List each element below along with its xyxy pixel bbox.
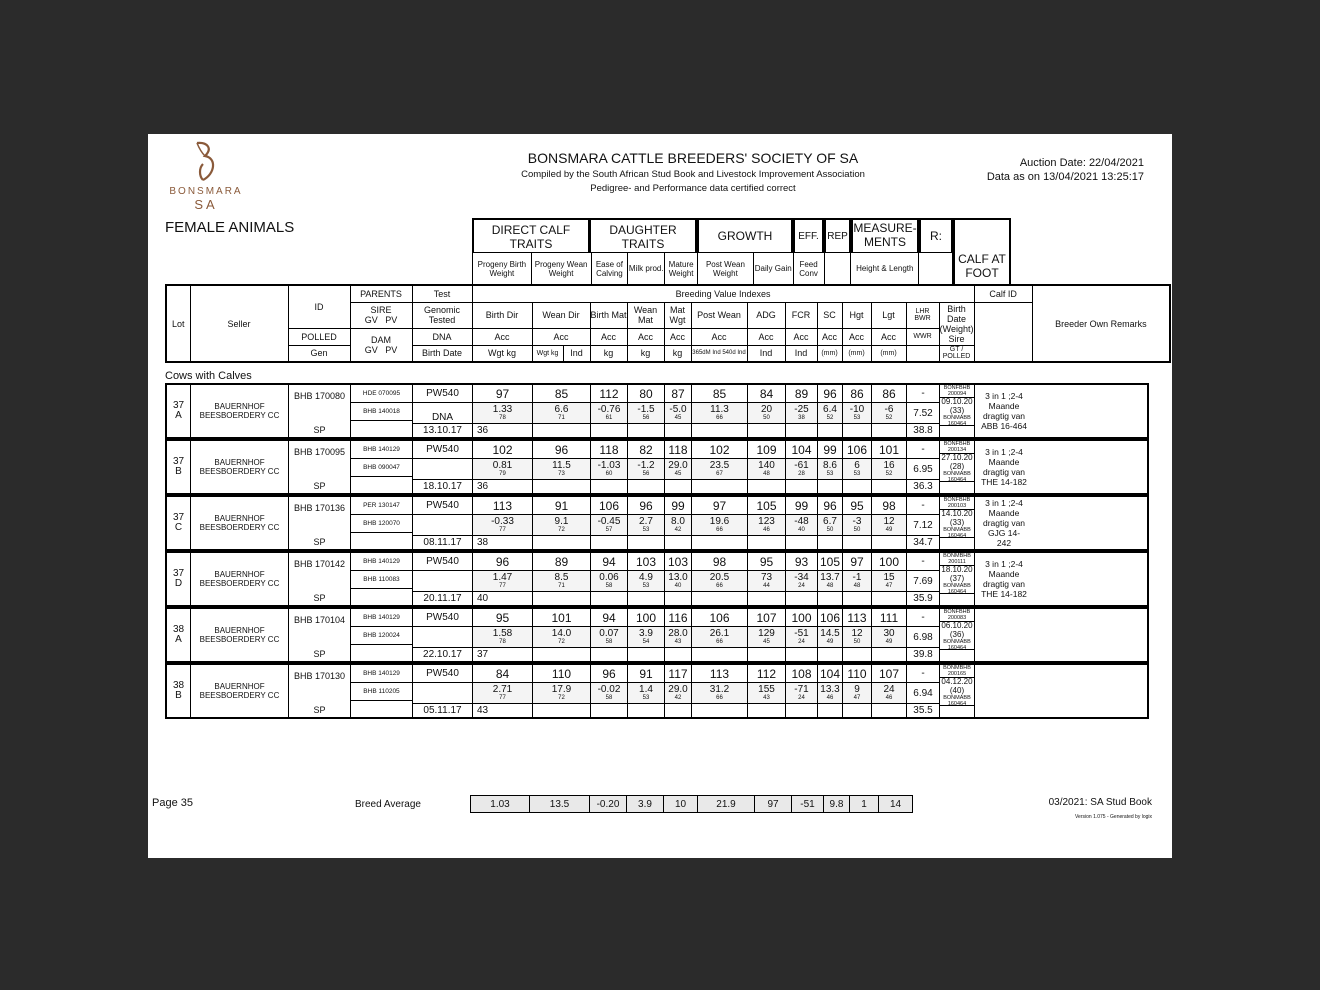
remarks-cell [975,665,1033,717]
trait-birth-mat: 106 -0.45 57 [591,497,628,549]
table-row [165,663,1149,719]
trait-birth-mat: 94 0.06 58 [591,553,628,605]
society-title: BONSMARA CATTLE BREEDERS' SOCIETY OF SA [527,150,859,166]
trait-post-wean: 97 19.6 66 [692,497,748,549]
col-wwr: WWR [906,328,939,345]
col-sc: SC [817,302,842,328]
trait-fcr: 99 -48 40 [786,497,818,549]
version-note: Version 1.075 - Generated by logix [1075,814,1152,820]
group-daughter-traits: DAUGHTER TRAITS [590,218,697,252]
r-cell: - 6.94 35.5 [907,665,940,717]
trait-wean-dir: 101 14.0 72 [533,609,591,661]
col-lgt: Lgt [871,302,906,328]
trait-lgt: 100 15 47 [872,553,907,605]
logo-text-sa: SA [194,197,218,212]
parents-cell: BHB 140129 BHB 090047 [351,441,413,493]
lot-cell: 37 A [167,385,191,437]
trait-hgt: 110 9 47 [843,665,872,717]
bonsmara-logo [166,140,246,212]
remarks-cell: 3 in 1 ;2-4 Maande dragtig van GJG 14-242 [982,498,1026,548]
trait-lgt: 107 24 46 [872,665,907,717]
table-row [165,495,1149,551]
trait-adg: 109 140 48 [748,441,786,493]
group-rep: REP [824,218,851,252]
trait-mat-wgt: 116 28.0 43 [665,609,692,661]
calf-cell: BONFBHB 200083 06.10.20 (36) BONMABB 160464 [940,609,975,661]
breed-average-value: 3.9 [627,796,664,812]
bull-head-icon [189,140,223,184]
sublabel-eoc: Ease of Calving [591,253,628,284]
trait-wean-dir: 85 6.6 71 [533,385,591,437]
trait-birth-dir: 84 2.71 77 43 [473,665,533,717]
col-seller: Seller [190,285,288,362]
lot-cell: 38 A [167,609,191,661]
trait-wean-dir: 96 11.5 73 [533,441,591,493]
col-gen: Gen [288,345,350,362]
trait-birth-dir: 97 1.33 78 36 [473,385,533,437]
parents-cell: BHB 140129 BHB 110205 [351,665,413,717]
breed-average-value: 1 [850,796,879,812]
trait-post-wean: 113 31.2 66 [692,665,748,717]
col-wean-dir: Wean Dir [532,302,590,328]
col-birth-date: Birth Date [412,345,472,362]
table-row [165,551,1149,607]
trait-wean-mat: 80 -1.5 56 [628,385,665,437]
trait-sc: 99 8.6 53 [818,441,843,493]
col-mat-wgt: Mat Wgt [664,302,691,328]
breed-average-value: 1.03 [471,796,530,812]
lot-cell: 37 D [167,553,191,605]
trait-sc: 96 6.4 52 [818,385,843,437]
breed-average-row [470,795,913,813]
test-cell: PW540 08.11.17 [413,497,473,549]
r-cell: - 7.52 38.8 [907,385,940,437]
seller-cell: BAUERNHOF BEESBOERDERY CC [191,385,289,437]
id-cell: BHB 170104 SP [289,609,351,661]
trait-lgt: 98 12 49 [872,497,907,549]
id-cell: BHB 170136 SP [289,497,351,549]
trait-birth-dir: 96 1.47 77 40 [473,553,533,605]
col-hgt: Hgt [842,302,871,328]
trait-mat-wgt: 99 8.0 42 [665,497,692,549]
r-cell: - 7.69 35.9 [907,553,940,605]
breed-average-value: -0.20 [590,796,627,812]
trait-sc: 104 13.3 46 [818,665,843,717]
trait-sublabels [472,252,953,284]
seller-cell: BAUERNHOF BEESBOERDERY CC [191,609,289,661]
sublabel-mw: Mature Weight [664,253,697,284]
trait-adg: 105 123 46 [748,497,786,549]
stud-book: 03/2021: SA Stud Book [1048,797,1152,808]
breed-average-value: 10 [664,796,698,812]
trait-adg: 84 20 50 [748,385,786,437]
lot-cell: 37 C [167,497,191,549]
col-birth-dir: Birth Dir [472,302,532,328]
trait-hgt: 97 -1 48 [843,553,872,605]
calf-cell: BONFBHB 200094 09.10.20 (33) BONMABB 160464 [940,385,975,437]
group-growth: GROWTH [697,218,793,252]
trait-mat-wgt: 118 29.0 45 [665,441,692,493]
col-fcr: FCR [785,302,817,328]
stud-book-info [1049,797,1152,820]
category-label: Cows with Calves [165,370,252,382]
group-calf-at-foot: CALF AT FOOT [953,218,1011,284]
trait-sc: 96 6.7 50 [818,497,843,549]
lot-cell: 38 B [167,665,191,717]
col-test: Test [412,285,472,302]
trait-wean-mat: 91 1.4 53 [628,665,665,717]
trait-lgt: 101 16 52 [872,441,907,493]
breed-average-value: 9.8 [824,796,850,812]
col-remarks: Breeder Own Remarks [1032,285,1170,362]
trait-wean-mat: 82 -1.2 56 [628,441,665,493]
col-id: ID [288,285,350,328]
animal-list [165,383,1149,719]
trait-hgt: 113 12 50 [843,609,872,661]
trait-post-wean: 106 26.1 66 [692,609,748,661]
trait-mat-wgt: 117 29.0 42 [665,665,692,717]
seller-cell: BAUERNHOF BEESBOERDERY CC [191,665,289,717]
sublabel-dg: Daily Gain [753,253,793,284]
calf-cell: BONMBHB 200165 04.12.20 (40) BONMABB 160464 [940,665,975,717]
group-r: R: [919,218,953,252]
trait-birth-dir: 95 1.58 78 37 [473,609,533,661]
trait-post-wean: 98 20.5 66 [692,553,748,605]
trait-wean-dir: 110 17.9 72 [533,665,591,717]
remarks-cell: 3 in 1 ;2-4 Maande dragtig van ABB 16-464 [981,391,1027,431]
col-birth-mat: Birth Mat [590,302,627,328]
id-cell: BHB 170080 SP [289,385,351,437]
trait-fcr: 108 -71 24 [786,665,818,717]
trait-post-wean: 85 11.3 66 [692,385,748,437]
col-lhr-bwr: LHR BWR [906,302,939,328]
col-post-wean: Post Wean [691,302,747,328]
id-cell: BHB 170130 SP [289,665,351,717]
col-dam: DAM GV PV [350,328,412,362]
parents-cell: HDE 070095 BHB 140018 [351,385,413,437]
col-parents: PARENTS [350,285,412,302]
id-cell: BHB 170142 SP [289,553,351,605]
trait-fcr: 100 -51 24 [786,609,818,661]
test-cell: PW540 18.10.17 [413,441,473,493]
remarks-cell [975,609,1033,661]
breed-average-value: 13.5 [530,796,590,812]
trait-hgt: 106 6 53 [843,441,872,493]
col-lot: Lot [166,285,190,362]
trait-fcr: 104 -61 28 [786,441,818,493]
col-polled: POLLED [288,328,350,345]
r-cell: - 6.98 39.8 [907,609,940,661]
compiled-by: Compiled by the South African Stud Book and Livestock Improvement Association [521,169,865,180]
r-cell: - 7.12 34.7 [907,497,940,549]
breed-average-value: 21.9 [698,796,755,812]
seller-cell: BAUERNHOF BEESBOERDERY CC [191,441,289,493]
page-number: Page 35 [152,797,193,809]
trait-birth-mat: 94 0.07 58 [591,609,628,661]
remarks-cell: 3 in 1 ;2-4 Maande dragtig van THE 14-182 [981,559,1027,599]
col-gt-polled: GT / POLLED [939,345,974,362]
group-direct-calf-traits: DIRECT CALF TRAITS [472,218,590,252]
trait-sc: 105 13.7 48 [818,553,843,605]
group-measurements: MEASURE- MENTS [851,218,919,252]
parents-cell: PER 130147 BHB 120070 [351,497,413,549]
trait-wean-dir: 89 8.5 71 [533,553,591,605]
column-header-table: Lot Seller ID PARENTS Test Breeding Value Indexes Calf ID Breeder Own Remarks SIRE GV PV Genomic Tested Birth Dir Wean Dir Birth Mat Wean Mat Mat Wgt Post Wean ADG FCR SC Hgt Lgt LHR BWR Birth Date (Weight) Sire POLLED DAM GV PV DNA Acc Acc Acc Acc Acc Acc Acc Acc Acc Acc Acc WWR Gen Birth Date Wgt kg Wgt kg Ind kg kg kg 365dM Ind 540d Ind Ind Ind (mm) (mm) (mm) GT / POLLED [165,284,1171,363]
trait-lgt: 86 -6 52 [872,385,907,437]
col-sire: SIRE GV PV [350,302,412,328]
id-cell: BHB 170095 SP [289,441,351,493]
section-title: FEMALE ANIMALS [165,219,295,236]
trait-adg: 95 73 44 [748,553,786,605]
col-dna: DNA [412,328,472,345]
col-wean-mat: Wean Mat [627,302,664,328]
auction-date: Auction Date: 22/04/2021 [1019,157,1144,169]
table-row [165,439,1149,495]
trait-mat-wgt: 87 -5.0 45 [665,385,692,437]
trait-fcr: 93 -34 24 [786,553,818,605]
breed-average-value: 97 [755,796,792,812]
trait-wean-mat: 103 4.9 53 [628,553,665,605]
test-cell: PW540 05.11.17 [413,665,473,717]
sublabel-pwwt: Post Wean Weight [697,253,753,284]
sublabel-milk: Milk prod. [627,253,664,284]
sublabel-hl: Height & Length [850,253,918,284]
trait-hgt: 86 -10 53 [843,385,872,437]
trait-lgt: 111 30 49 [872,609,907,661]
breed-average-label: Breed Average [355,799,421,810]
test-cell: PW540 20.11.17 [413,553,473,605]
trait-adg: 112 155 43 [748,665,786,717]
table-row [165,383,1149,439]
logo-text: BONSMARA [169,186,243,197]
trait-mat-wgt: 103 13.0 40 [665,553,692,605]
calf-cell: BONMBHB 200111 18.10.20 (37) BONMABB 160464 [940,553,975,605]
trait-wean-mat: 100 3.9 54 [628,609,665,661]
trait-birth-mat: 118 -1.03 60 [591,441,628,493]
lot-cell: 37 B [167,441,191,493]
sublabel-fc: Feed Conv [793,253,824,284]
document-header [478,150,908,194]
document-page [148,134,1172,858]
trait-birth-dir: 113 -0.33 77 38 [473,497,533,549]
trait-wean-mat: 96 2.7 53 [628,497,665,549]
calf-cell: BONFBHB 200103 14.10.20 (33) BONMABB 160464 [940,497,975,549]
col-genomic: Genomic Tested [412,302,472,328]
group-eff: EFF. [793,218,824,252]
r-cell: - 6.95 36.3 [907,441,940,493]
trait-wean-dir: 91 9.1 72 [533,497,591,549]
seller-cell: BAUERNHOF BEESBOERDERY CC [191,553,289,605]
col-bvi: Breeding Value Indexes [472,285,974,302]
trait-birth-mat: 112 -0.76 61 [591,385,628,437]
breed-average-value: -51 [792,796,824,812]
parents-cell: BHB 140129 BHB 110083 [351,553,413,605]
table-row [165,607,1149,663]
trait-birth-dir: 102 0.81 79 36 [473,441,533,493]
trait-adg: 107 129 45 [748,609,786,661]
sublabel-pww: Progeny Wean Weight [531,253,591,284]
trait-birth-mat: 96 -0.02 58 [591,665,628,717]
data-as-on: Data as on 13/04/2021 13:25:17 [986,171,1144,183]
remarks-cell: 3 in 1 ;2-4 Maande dragtig van THE 14-182 [981,447,1027,487]
trait-hgt: 95 -3 50 [843,497,872,549]
trait-fcr: 89 -25 38 [786,385,818,437]
seller-cell: BAUERNHOF BEESBOERDERY CC [191,497,289,549]
col-calf-id: Calf ID [974,285,1032,302]
test-cell: PW540 22.10.17 [413,609,473,661]
sublabel-pbw: Progeny Birth Weight [477,259,527,278]
trait-sc: 106 14.5 49 [818,609,843,661]
test-cell: PW540 DNA 13.10.17 [413,385,473,437]
certified-note: Pedigree- and Performance data certified correct [590,183,796,194]
trait-post-wean: 102 23.5 67 [692,441,748,493]
breed-average-value: 14 [889,798,902,810]
calf-cell: BONFBHB 200134 27.10.20 (28) BONMABB 160464 [940,441,975,493]
col-calf-bd: Birth Date (Weight) Sire [939,303,974,344]
col-adg: ADG [747,302,785,328]
auction-info [987,156,1144,184]
parents-cell: BHB 140129 BHB 120024 [351,609,413,661]
